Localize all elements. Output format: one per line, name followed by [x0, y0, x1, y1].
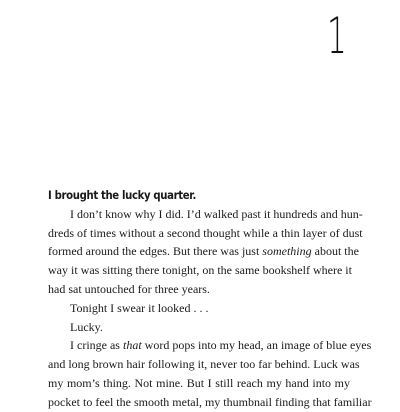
paragraph-4-line-2: and long brown hair following it, never too far behind. Luck was: [48, 357, 360, 372]
paragraph-1-line-3-end: about the: [314, 244, 359, 259]
paragraph-4-line-1: [48, 336, 372, 355]
paragraph-4-line-4: pocket to feel the smooth metal, my thumbnail finding that familiar: [48, 394, 372, 409]
paragraph-2: Tonight I swear it looked . . .: [70, 300, 209, 315]
paragraph-1-line-2: dreds of times without a second thought while a thin layer of dust: [48, 225, 363, 240]
opening-line: I brought the lucky quarter.: [48, 188, 196, 202]
chapter-body: [48, 186, 372, 412]
paragraph-3: Lucky.: [70, 319, 103, 334]
paragraph-1-line-3: [48, 242, 359, 261]
chapter-number: 1: [327, 7, 347, 65]
paragraph-4-line-3: my mom’s thing. Not mine. But I still reach my hand into my: [48, 375, 350, 390]
paragraph-4-emphasis: that: [122, 338, 142, 353]
paragraph-1-line-1: I don’t know why I did. I’d walked past it hundreds and hun-: [70, 206, 363, 221]
paragraph-4-line-1-end: word pops into my head, an image of blue eyes: [144, 338, 372, 353]
paragraph-1-line-4: way it was sitting there tonight, on the same bookshelf where it: [48, 263, 352, 278]
paragraph-1-emphasis: something: [262, 244, 312, 259]
paragraph-4-line-1-start: I cringe as: [70, 338, 120, 353]
paragraph-1-line-5: had sat untouched for three years.: [48, 281, 210, 296]
paragraph-1-line-3-start: formed around the edges. But there was just: [48, 244, 260, 259]
